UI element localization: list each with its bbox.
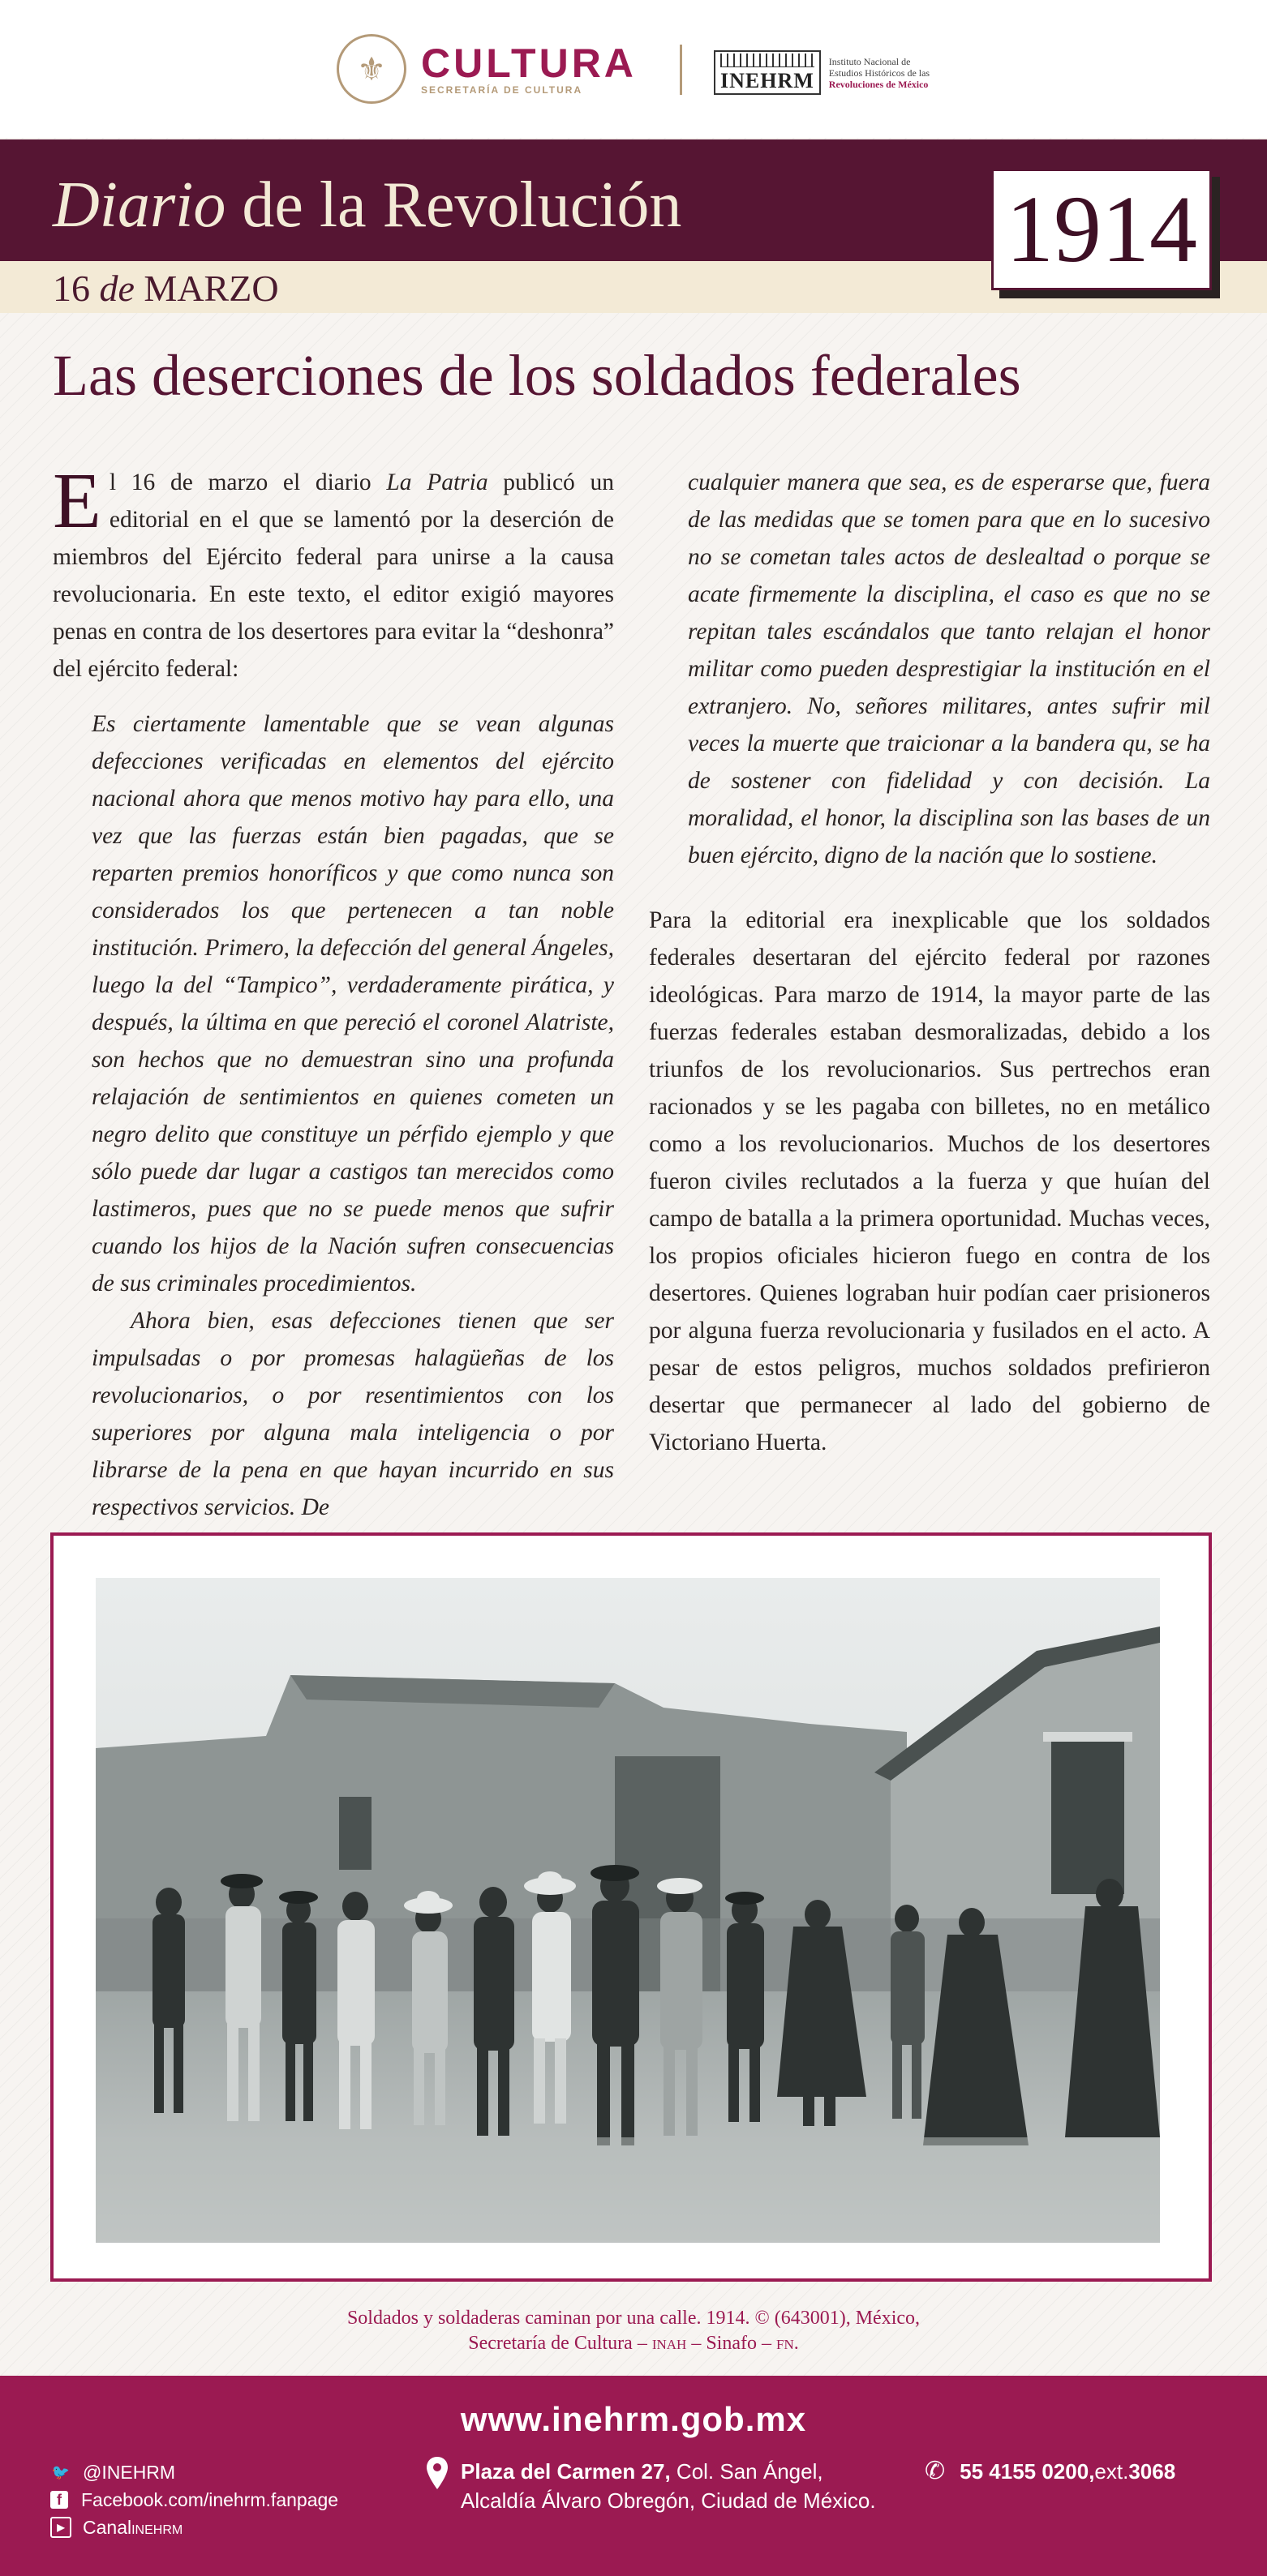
caption-fn: fn xyxy=(776,2333,794,2354)
inehrm-logo xyxy=(714,50,930,95)
twitter-link[interactable] xyxy=(50,2458,338,2486)
address-colonia: Col. San Ángel, xyxy=(670,2459,823,2484)
analysis-paragraph: Para la editorial era inexplicable que los soldados federales desertaran del ejército federal por razones ideológicas. Para marzo de 1914, la mayor parte de las fuerzas federales estaban desmoralizadas, debido a los triunfos de los revolucionarios. Sus pertrechos eran racionados y se les pagaba con billetes, no en metálico como a los revolucionarios. Muchos de los desertores fueron civiles reclutados a la fuerza y que huían del campo de batalla a la primera oportunidad. Muchas veces, los propios oficiales hicieron fuego en contra de los desertores. Quienes lograban huir podían caer prisioneros por alguna fuerza revolucionaria y fusilados en el acto. A pesar de estos peligros, muchos soldados prefirieron desertar que permanecer al lado del gobierno de Victoriano Huerta. xyxy=(649,907,1210,1455)
twitter-handle: @INEHRM xyxy=(83,2462,176,2483)
column-left xyxy=(53,457,614,1526)
date-day: 16 xyxy=(53,268,90,309)
year-box: 1914 xyxy=(991,169,1212,290)
facebook-url: Facebook.com/inehrm.fanpage xyxy=(81,2489,339,2510)
caption-line-1: Soldados y soldaderas caminan por una calle. 1914. © (643001), México, xyxy=(346,2308,921,2329)
social-links xyxy=(50,2458,338,2541)
column-right xyxy=(649,464,1210,1461)
banner-title-italic: Diario xyxy=(53,169,226,241)
article-title: Las deserciones de los soldados federales xyxy=(53,343,1021,408)
phone-icon: ✆ xyxy=(925,2458,946,2484)
caption-credit-a: Secretaría de Cultura – xyxy=(468,2333,652,2354)
cultura-wordmark: CULTURA xyxy=(421,41,637,86)
youtube-link[interactable] xyxy=(50,2514,338,2541)
youtube-channel: inehrm xyxy=(131,2517,183,2538)
date-de: de xyxy=(99,268,135,309)
phone-number: 55 4155 0200, xyxy=(960,2459,1095,2484)
drop-cap: E xyxy=(53,457,101,545)
address xyxy=(427,2457,876,2515)
banner-title-rest: de la Revolución xyxy=(242,169,682,241)
inehrm-line-3: Revoluciones de México xyxy=(828,78,929,90)
location-pin-icon xyxy=(427,2457,448,2489)
quote-paragraph-2: Ahora bien, esas defecciones tienen que ser impulsadas o por promesas halagüeñas de los revolucionarios, o por resentimientos con los superiores por alguna mala inteligencia o por librarse de la pena en que hayan incurrido en sus respectivos servicios. De xyxy=(92,1308,614,1520)
cultura-subtitle: SECRETARÍA DE CULTURA xyxy=(421,84,583,96)
twitter-icon: 🐦 xyxy=(51,2464,71,2480)
inehrm-wordmark: INEHRM xyxy=(720,69,814,92)
historical-photo xyxy=(96,1578,1160,2243)
banner-title xyxy=(53,169,681,242)
facebook-link[interactable] xyxy=(50,2486,338,2514)
address-line-1 xyxy=(461,2457,876,2486)
caption-credit-b: – Sinafo – xyxy=(686,2333,776,2354)
phone-extension: 3068 xyxy=(1128,2459,1176,2484)
inehrm-line-2: Estudios Históricos de las xyxy=(828,66,930,79)
caption-line-2 xyxy=(228,2331,1039,2356)
intro-text-a: l 16 de marzo el diario xyxy=(109,469,387,495)
caption-inah: inah xyxy=(651,2333,687,2354)
youtube-label: Canal xyxy=(83,2517,132,2538)
caption-credit-c: . xyxy=(793,2333,799,2354)
quote-paragraph-3: cualquier manera que sea, es de esperarse que, fuera de las medidas que se tomen para que en lo sucesivo no se cometan tales actos de deslealtad o porque se acate firmemente la disciplina, el caso es que no se repitan tales escándalos que tanto relajan el honor militar como pueden desprestigiar la institución en el extranjero. No, señores militares, antes sufrir mil veces la muerte que traicionar a la bandera qu, se ha de sostener con fidelidad y con decisión. La moralidad, el honor, la disciplina son las bases de un buen ejército, digno de la nación que lo sostiene. xyxy=(688,469,1210,868)
address-street: Plaza del Carmen 27, xyxy=(461,2459,671,2484)
photo-illustration xyxy=(96,1578,1160,2243)
youtube-icon: ▶ xyxy=(50,2517,71,2538)
logo-divider xyxy=(680,45,682,95)
banner-date xyxy=(53,266,279,311)
facebook-icon: f xyxy=(50,2491,68,2509)
inehrm-line-1: Instituto Nacional de xyxy=(828,55,911,67)
website-link[interactable]: www.inehrm.gob.mx xyxy=(460,2400,807,2438)
building-icon xyxy=(720,54,814,67)
intro-text-b: publicó un editorial en el que se lamentó por la deserción de miembros del Ejército federal para unirse a la causa revolucionaria. En este texto, el editor exigió mayores penas en contra de los desertores para evitar la “deshonra” del ejército federal: xyxy=(53,469,614,682)
photo-caption xyxy=(228,2306,1039,2356)
quote-paragraph-1: Es ciertamente lamentable que se vean algunas defecciones verificadas en elementos del ejército nacional ahora que menos motivo hay para ello, una vez que las fuerzas están bien pagadas, que se reparten premios honoríficos y que como nunca son considerados los que pertenecen a tan noble institución. Primero, la defección del general Ángeles, luego la del “Tampico”, verdaderamente pirática, y después, la última en que pereció el coronel Alatriste, son hechos que no demuestran sino una profunda relajación de sentimientos en quienes cometen un negro delito que constituye un pérfido ejemplo y que sólo puede dar lugar a castigos tan merecidos como lastimeros, pues que no se puede menos que sufrir cuando los hijos de la Nación sufren consecuencias de sus criminales procedimientos. xyxy=(92,711,614,1297)
national-seal-icon: ⚜ xyxy=(337,34,406,104)
date-month: MARZO xyxy=(144,268,279,309)
intro-paragraph xyxy=(53,457,614,688)
address-line-2: Alcaldía Álvaro Obregón, Ciudad de México. xyxy=(461,2488,876,2513)
newspaper-name: La Patria xyxy=(386,469,488,495)
phone[interactable] xyxy=(925,2457,1175,2486)
cultura-logo xyxy=(337,34,637,104)
phone-ext-label: ext. xyxy=(1094,2459,1129,2484)
